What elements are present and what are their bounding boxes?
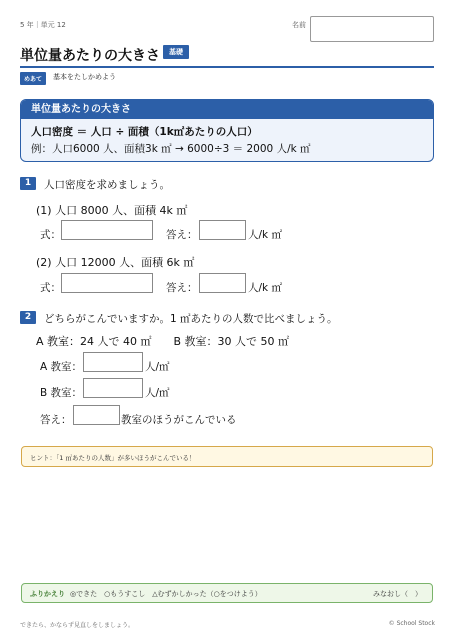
review-box [21, 583, 433, 603]
q2-answer-label: 答え： [40, 414, 72, 426]
footer-copyright: © School Stock [388, 620, 435, 627]
question-1-sub-2: (2) 人口 12000 人、面積 6k ㎡ [36, 256, 195, 269]
summary-heading: 単位量あたりの大きさ [21, 100, 433, 119]
question-1-number: 1 [20, 177, 36, 190]
name-field[interactable] [310, 16, 434, 42]
name-label: 名前 [292, 21, 306, 29]
footer-note: できたら、かならず見直しをしましょう。 [20, 622, 135, 629]
q1-2-formula-input[interactable] [61, 273, 153, 293]
q2-a-input[interactable] [83, 352, 143, 372]
goal-text: 基本をたしかめよう [53, 73, 116, 81]
q1-1-answer-label: 答え： [166, 229, 198, 241]
summary-formula: 人口密度 ＝ 人口 ÷ 面積（1k㎡あたりの人口） [31, 126, 258, 138]
review-label: ふりかえり [30, 590, 65, 598]
question-2-text: どちらがこんでいますか。1 ㎡あたりの人数で比べましょう。 [44, 313, 338, 325]
q1-2-answer-input[interactable] [199, 273, 246, 293]
q1-1-formula-input[interactable] [61, 220, 153, 240]
level-badge: 基礎 [163, 45, 189, 59]
q1-1-unit: 人/k ㎡ [248, 229, 282, 241]
q1-1-answer-input[interactable] [199, 220, 246, 240]
question-2-number: 2 [20, 311, 36, 324]
question-1-sub-1: (1) 人口 8000 人、面積 4k ㎡ [36, 204, 188, 217]
question-1-text: 人口密度を求めましょう。 [44, 179, 170, 191]
q2-b-input[interactable] [83, 378, 143, 398]
q2-a-unit: 人/㎡ [145, 361, 170, 373]
review-redo[interactable]: みなおし（ ） [373, 590, 422, 598]
summary-example: 例：人口6000 人、面積3k ㎡ → 6000÷3 ＝ 2000 人/k ㎡ [31, 143, 311, 155]
unit-meta: 5 年｜単元 12 [20, 21, 66, 29]
hint-box [21, 446, 433, 467]
summary-box [20, 99, 434, 162]
q2-answer-suffix: 教室のほうがこんでいる [121, 414, 237, 426]
q2-b-unit: 人/㎡ [145, 387, 170, 399]
q1-1-formula-label: 式： [40, 229, 61, 241]
goal-badge: めあて [20, 72, 46, 85]
review-options[interactable]: ◎できた ○もうすこし △むずかしかった（○をつけよう） [70, 590, 262, 598]
question-2-condition: A 教室：24 人で 40 ㎡ B 教室：30 人で 50 ㎡ [36, 335, 290, 348]
title-divider [20, 66, 434, 68]
q2-answer-input[interactable] [73, 405, 120, 425]
hint-text: ヒント：「1 ㎡あたりの人数」が多いほうがこんでいる！ [30, 454, 196, 462]
q1-2-unit: 人/k ㎡ [248, 282, 282, 294]
q1-2-answer-label: 答え： [166, 282, 198, 294]
q2-a-label: A 教室： [40, 361, 83, 373]
page-title: 単位量あたりの大きさ [20, 48, 160, 64]
q1-2-formula-label: 式： [40, 282, 61, 294]
q2-b-label: B 教室： [40, 387, 83, 399]
